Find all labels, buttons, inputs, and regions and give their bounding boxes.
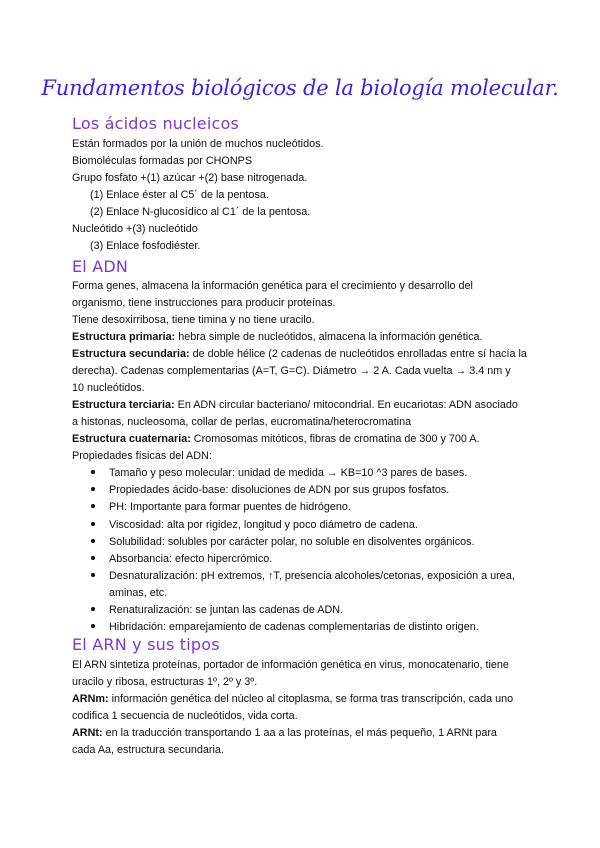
text-line: Están formados por la unión de muchos nucleótidos. [72, 138, 324, 150]
bullet-item: Solubilidad: solubles por carácter polar, no soluble en disolventes orgánicos. [109, 536, 475, 548]
heading-acidos-nucleicos: Los ácidos nucleicos [72, 114, 239, 133]
text-line: derecha). Cadenas complementarias (A=T, G=C). Diámetro → 2 A. Cada vuelta → 3.4 nm y [72, 365, 511, 377]
estructura-cuaternaria [72, 432, 479, 446]
bullet-item: PH: Importante para formar puentes de hidrógeno. [109, 501, 351, 513]
heading-arn: El ARN y sus tipos [72, 635, 220, 654]
bullet-item: Renaturalización: se juntan las cadenas de ADN. [109, 604, 344, 616]
text-line: 10 nucleótidos. [72, 382, 145, 394]
text-line: Grupo fosfato +(1) azúcar +(2) base nitrogenada. [72, 172, 308, 184]
bullet-dot [91, 624, 95, 628]
text-line: a histonas, nucleosoma, collar de perlas, eucromatina/heterocromatina [72, 416, 412, 428]
arnt-line [72, 726, 497, 740]
text-span: En ADN circular bacteriano/ mitocondrial. En eucariotas: ADN asociado [174, 399, 518, 411]
text-span: de doble hélice (2 cadenas de nucleótidos enrolladas entre sí hacía la [189, 348, 527, 360]
text-line: Tiene desoxirribosa, tiene timina y no tiene uracilo. [72, 314, 315, 326]
numbered-item: (3) Enlace fosfodiéster. [90, 240, 201, 252]
text-span: Cromosomas mitóticos, fibras de cromatina de 300 y 700 A. [190, 433, 480, 445]
text-line: Nucleótido +(3) nucleótido [72, 223, 198, 235]
label-bold: ARNm: [72, 693, 109, 705]
bullet-dot [91, 522, 95, 526]
text-line: uracilo y ribosa, estructuras 1º, 2º y 3º. [72, 676, 258, 688]
text-line: cada Aa, estructura secundaria. [72, 744, 224, 756]
bullet-item: Viscosidad: alta por rigidez, longitud y poco diámetro de cadena. [109, 519, 418, 531]
bullet-dot [91, 539, 95, 543]
text-line: codifica 1 secuencia de nucleótidos, vida corta. [72, 710, 298, 722]
numbered-item: (2) Enlace N-glucosídico al C1´ de la pentosa. [90, 206, 311, 218]
text-span: hebra simple de nucleótidos, almacena la información genética. [175, 331, 483, 343]
text-span: en la traducción transportando 1 aa a las proteínas, el más pequeño, 1 ARNt para [102, 727, 497, 739]
bullet-item: Hibridación: emparejamiento de cadenas complementarias de distinto origen. [109, 621, 479, 633]
bullet-dot [91, 504, 95, 508]
label-bold: Estructura terciaria: [72, 399, 175, 411]
estructura-terciaria [72, 398, 518, 412]
estructura-secundaria [72, 347, 527, 361]
bullet-item: Propiedades ácido-base: disoluciones de ADN por sus grupos fosfatos. [109, 484, 450, 496]
arnm-line [72, 692, 513, 706]
bullet-item: Tamaño y peso molecular: unidad de medida → KB=10 ^3 pares de bases. [109, 467, 468, 479]
text-span: información genética del núcleo al citoplasma, se forma tras transcripción, cada uno [108, 693, 514, 705]
text-line: Propiedades físicas del ADN: [72, 450, 212, 462]
estructura-primaria [72, 330, 483, 344]
text-line: organismo, tiene instrucciones para producir proteínas. [72, 297, 336, 309]
text-line: El ARN sintetiza proteínas, portador de información genética en virus, monocatenario, tiene [72, 659, 509, 671]
numbered-item: (1) Enlace éster al C5´ de la pentosa. [90, 189, 269, 201]
bullet-dot [91, 556, 95, 560]
text-line: Forma genes, almacena la información genética para el crecimiento y desarrollo del [72, 280, 473, 292]
label-bold: Estructura cuaternaria: [72, 433, 191, 445]
document-title: Fundamentos biológicos de la biología molecular. [41, 76, 559, 100]
bullet-item-continuation: aminas, etc. [109, 587, 168, 599]
label-bold: Estructura primaria: [72, 331, 176, 343]
bullet-dot [91, 607, 95, 611]
bullet-item: Absorbancia: efecto hipercrómico. [109, 553, 273, 565]
label-bold: Estructura secundaria: [72, 348, 190, 360]
bullet-dot [91, 573, 95, 577]
bullet-item: Desnaturalización: pH extremos, ↑T, presencia alcoholes/cetonas, exposición a urea, [109, 570, 515, 582]
bullet-dot [91, 470, 95, 474]
bullet-dot [91, 487, 95, 491]
label-bold: ARNt: [72, 727, 103, 739]
text-line: Biomoléculas formadas por CHONPS [72, 155, 253, 167]
heading-adn: El ADN [72, 257, 129, 276]
